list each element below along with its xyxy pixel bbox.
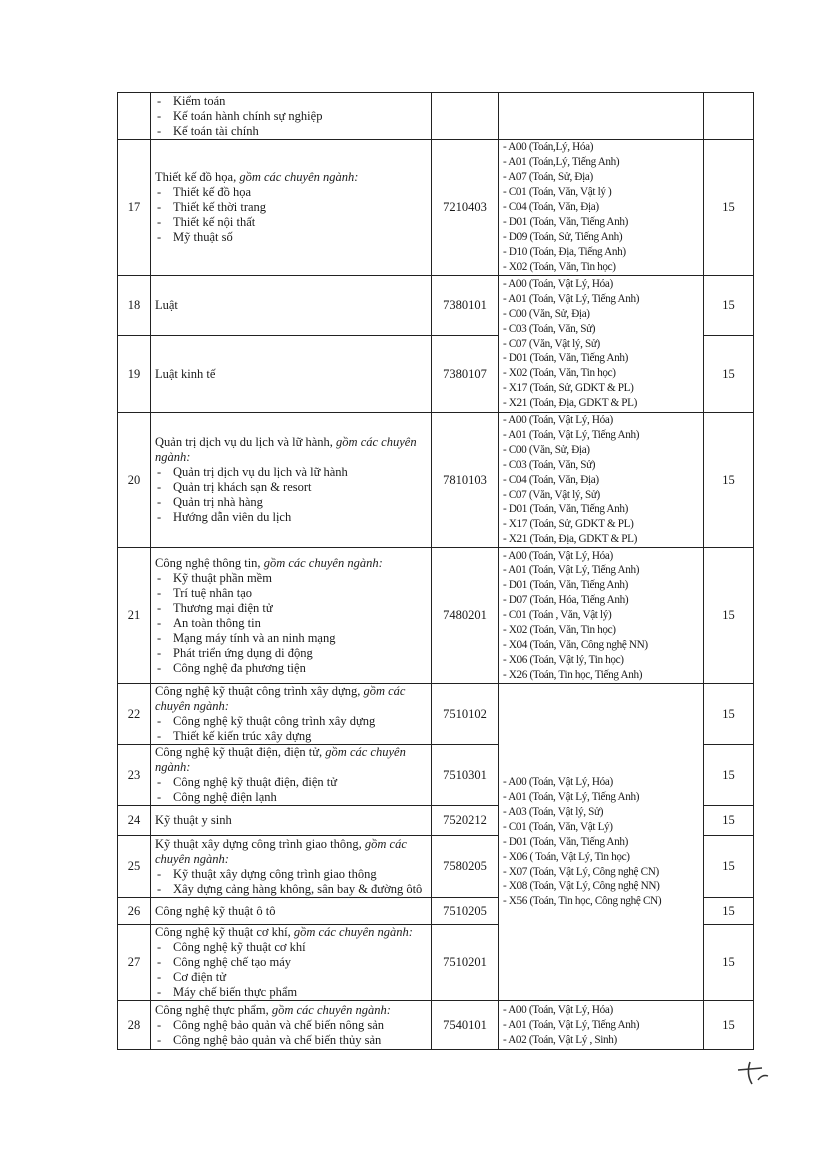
table-row (118, 548, 754, 684)
handwritten-initial-mark (732, 1060, 772, 1090)
combo-item: - X17 (Toán, Sử, GDKT & PL) (503, 518, 634, 531)
combo-item: - C01 (Toán, Văn, Vật lý ) (503, 186, 612, 199)
stt-cell: 18 (118, 276, 151, 336)
quota-cell: 15 (704, 745, 754, 806)
program-cell (151, 93, 432, 140)
combo-item: - A00 (Toán, Vật Lý, Hóa) (503, 277, 613, 290)
stt-cell: 25 (118, 836, 151, 898)
quota-cell: 15 (704, 836, 754, 898)
combo-item: - X07 (Toán, Vật Lý, Công nghệ CN) (503, 865, 659, 878)
combo-item: - C00 (Văn, Sử, Địa) (503, 307, 590, 320)
quota-cell (704, 93, 754, 140)
quota-cell: 15 (704, 140, 754, 276)
major-item: - Hướng dẫn viên du lịch (157, 510, 427, 525)
major-item: - Quản trị nhà hàng (157, 495, 427, 510)
combo-item: - A01 (Toán, Vật Lý, Tiếng Anh) (503, 428, 640, 441)
table-row (118, 276, 754, 336)
program-cell (151, 548, 432, 684)
program-cell: Luật kinh tế (151, 336, 432, 413)
combo-item: - D10 (Toán, Địa, Tiếng Anh) (503, 245, 626, 258)
combo-item: - A01 (Toán, Vật Lý, Tiếng Anh) (503, 564, 640, 577)
combo-item: - A00 (Toán, Vật Lý, Hóa) (503, 776, 613, 789)
stt-cell: 26 (118, 898, 151, 925)
major-item: - Thương mại điện tử (157, 601, 427, 616)
program-name: Thiết kế đồ họa, gồm các chuyên ngành: (155, 170, 359, 184)
combo-item: - X56 (Toán, Tin học, Công nghệ CN) (503, 895, 662, 908)
major-item: - Công nghệ điện lạnh (157, 790, 427, 805)
code-cell: 7810103 (432, 413, 499, 548)
major-item: - Kế toán tài chính (157, 124, 427, 139)
major-item: - Trí tuệ nhân tạo (157, 586, 427, 601)
combo-item: - D01 (Toán, Văn, Tiếng Anh) (503, 215, 629, 228)
code-cell: 7480201 (432, 548, 499, 684)
major-list (155, 714, 427, 744)
program-name: Công nghệ kỹ thuật công trình xây dựng, gồm các chuyên ngành: (155, 684, 406, 714)
combo-cell (499, 413, 704, 548)
code-cell: 7380107 (432, 336, 499, 413)
code-cell: 7540101 (432, 1001, 499, 1050)
combo-item: - D01 (Toán, Văn, Tiếng Anh) (503, 835, 629, 848)
combo-item: - D01 (Toán, Văn, Tiếng Anh) (503, 352, 629, 365)
stt-cell: 19 (118, 336, 151, 413)
stt-cell: 23 (118, 745, 151, 806)
combo-item: - C01 (Toán, Văn, Vật Lý) (503, 820, 613, 833)
stt-cell: 17 (118, 140, 151, 276)
major-list (155, 940, 427, 1000)
code-cell: 7210403 (432, 140, 499, 276)
major-item: - Công nghệ bảo quản và chế biến nông sản (157, 1018, 427, 1033)
major-list (155, 1018, 427, 1048)
stt-cell: 20 (118, 413, 151, 548)
combo-item: - X04 (Toán, Văn, Công nghệ NN) (503, 639, 648, 652)
program-name: Quản trị dịch vụ du lịch và lữ hành, gồm các chuyên ngành: (155, 435, 417, 465)
major-item: - Công nghệ kỹ thuật công trình xây dựng (157, 714, 427, 729)
program-cell (151, 925, 432, 1001)
combo-item: - D01 (Toán, Văn, Tiếng Anh) (503, 579, 629, 592)
combo-item: - X06 ( Toán, Vật Lý, Tin học) (503, 850, 630, 863)
code-cell: 7520212 (432, 806, 499, 836)
quota-cell: 15 (704, 925, 754, 1001)
stt-cell: 22 (118, 684, 151, 745)
table-row (118, 1001, 754, 1050)
quota-cell: 15 (704, 1001, 754, 1050)
program-cell: Công nghệ kỹ thuật ô tô (151, 898, 432, 925)
major-item: - Công nghệ đa phương tiện (157, 661, 427, 676)
combo-item: - A00 (Toán,Lý, Hóa) (503, 141, 594, 154)
major-item: - Thiết kế đồ họa (157, 185, 427, 200)
program-cell (151, 836, 432, 898)
table-row (118, 93, 754, 140)
program-name: Công nghệ kỹ thuật điện, điện tử, gồm các chuyên ngành: (155, 745, 406, 775)
stt-cell (118, 93, 151, 140)
combo-item: - X26 (Toán, Tin học, Tiếng Anh) (503, 668, 643, 681)
combo-item: - X06 (Toán, Vật lý, Tin học) (503, 653, 624, 666)
program-cell (151, 140, 432, 276)
major-item: - Thiết kế nội thất (157, 215, 427, 230)
major-list (155, 94, 427, 139)
combo-item: - X17 (Toán, Sử, GDKT & PL) (503, 382, 634, 395)
major-item: - Kỹ thuật xây dựng công trình giao thông (157, 867, 427, 882)
program-cell (151, 684, 432, 745)
stt-cell: 24 (118, 806, 151, 836)
program-cell: Kỹ thuật y sinh (151, 806, 432, 836)
combo-item: - C01 (Toán , Văn, Vật lý) (503, 609, 612, 622)
combo-item: - X08 (Toán, Vật Lý, Công nghệ NN) (503, 880, 660, 893)
quota-cell: 15 (704, 336, 754, 413)
table-row (118, 413, 754, 548)
combo-item: - X02 (Toán, Văn, Tin học) (503, 367, 616, 380)
combo-item: - A00 (Toán, Vật Lý, Hóa) (503, 549, 613, 562)
table-row (118, 684, 754, 745)
major-item: - Kiểm toán (157, 94, 427, 109)
code-cell: 7510102 (432, 684, 499, 745)
combo-item: - X02 (Toán, Văn, Tin học) (503, 624, 616, 637)
combo-item: - X21 (Toán, Địa, GDKT & PL) (503, 397, 638, 410)
program-name: Kỹ thuật xây dựng công trình giao thông, gồm các chuyên ngành: (155, 836, 407, 866)
combo-item: - C04 (Toán, Văn, Địa) (503, 201, 599, 214)
code-cell: 7510201 (432, 925, 499, 1001)
combo-item: - C07 (Văn, Vật lý, Sử) (503, 337, 600, 350)
combo-item: - C07 (Văn, Vật lý, Sử) (503, 488, 600, 501)
combo-item: - C04 (Toán, Văn, Địa) (503, 473, 599, 486)
combo-cell (499, 93, 704, 140)
major-item: - Thiết kế thời trang (157, 200, 427, 215)
combo-item: - A07 (Toán, Sử, Địa) (503, 171, 593, 184)
program-cell (151, 745, 432, 806)
combo-item: - D07 (Toán, Hóa, Tiếng Anh) (503, 594, 629, 607)
combo-item: - A01 (Toán, Vật Lý, Tiếng Anh) (503, 790, 640, 803)
combo-item: - D09 (Toán, Sử, Tiếng Anh) (503, 230, 623, 243)
code-cell: 7580205 (432, 836, 499, 898)
combo-cell (499, 140, 704, 276)
program-cell (151, 1001, 432, 1050)
combo-cell (499, 1001, 704, 1050)
stt-cell: 28 (118, 1001, 151, 1050)
program-name: Công nghệ kỹ thuật cơ khí, gồm các chuyên ngành: (155, 925, 413, 940)
major-item: - Quản trị khách sạn & resort (157, 480, 427, 495)
combo-item: - A00 (Toán, Vật Lý, Hóa) (503, 414, 613, 426)
major-item: - Công nghệ kỹ thuật điện, điện tử (157, 775, 427, 790)
stt-cell: 21 (118, 548, 151, 684)
code-cell: 7510205 (432, 898, 499, 925)
quota-cell: 15 (704, 413, 754, 548)
combo-item: - A01 (Toán, Vật Lý, Tiếng Anh) (503, 292, 640, 305)
stt-cell: 27 (118, 925, 151, 1001)
major-item: - Cơ điện tử (157, 970, 427, 985)
code-cell: 7380101 (432, 276, 499, 336)
quota-cell: 15 (704, 898, 754, 925)
combo-item: - A02 (Toán, Vật Lý , Sinh) (503, 1033, 617, 1046)
combo-item: - D01 (Toán, Văn, Tiếng Anh) (503, 503, 629, 516)
admission-table (117, 92, 754, 1050)
combo-cell (499, 276, 704, 413)
quota-cell: 15 (704, 276, 754, 336)
major-list (155, 867, 427, 897)
major-item: - Kỹ thuật phần mềm (157, 571, 427, 586)
major-item: - Kế toán hành chính sự nghiệp (157, 109, 427, 124)
major-item: - Công nghệ chế tạo máy (157, 955, 427, 970)
major-item: - Xây dựng cảng hàng không, sân bay & đường ôtô (157, 882, 427, 897)
combo-item: - X02 (Toán, Văn, Tin học) (503, 260, 616, 273)
major-item: - Quản trị dịch vụ du lịch và lữ hành (157, 465, 427, 480)
major-list (155, 571, 427, 676)
major-item: - Mạng máy tính và an ninh mạng (157, 631, 427, 646)
combo-item: - C00 (Văn, Sử, Địa) (503, 443, 590, 456)
quota-cell: 15 (704, 548, 754, 684)
quota-cell: 15 (704, 684, 754, 745)
quota-cell: 15 (704, 806, 754, 836)
combo-item: - A01 (Toán,Lý, Tiếng Anh) (503, 156, 620, 169)
major-item: - Thiết kế kiến trúc xây dựng (157, 729, 427, 744)
code-cell: 7510301 (432, 745, 499, 806)
major-list (155, 775, 427, 805)
major-item: - Công nghệ kỹ thuật cơ khí (157, 940, 427, 955)
combo-item: - A03 (Toán, Vật lý, Sử) (503, 805, 604, 818)
combo-item: - A01 (Toán, Vật Lý, Tiếng Anh) (503, 1018, 640, 1031)
major-item: - Máy chế biến thực phẩm (157, 985, 427, 1000)
table-row (118, 140, 754, 276)
combo-cell (499, 548, 704, 684)
code-cell (432, 93, 499, 140)
combo-item: - A00 (Toán, Vật Lý, Hóa) (503, 1003, 613, 1016)
program-cell: Luật (151, 276, 432, 336)
combo-cell (499, 684, 704, 1001)
major-item: - Phát triển ứng dụng di động (157, 646, 427, 661)
combo-item: - X21 (Toán, Địa, GDKT & PL) (503, 533, 638, 546)
program-cell (151, 413, 432, 548)
major-item: - An toàn thông tin (157, 616, 427, 631)
combo-item: - C03 (Toán, Văn, Sử) (503, 322, 596, 335)
program-name: Công nghệ thông tin, gồm các chuyên ngành: (155, 555, 383, 570)
major-list (155, 465, 427, 525)
major-item: - Mỹ thuật số (157, 230, 427, 245)
combo-item: - C03 (Toán, Văn, Sử) (503, 458, 596, 471)
major-list (155, 185, 427, 245)
major-item: - Công nghệ bảo quản và chế biến thủy sản (157, 1033, 427, 1048)
program-name: Công nghệ thực phẩm, gồm các chuyên ngành: (155, 1002, 391, 1017)
